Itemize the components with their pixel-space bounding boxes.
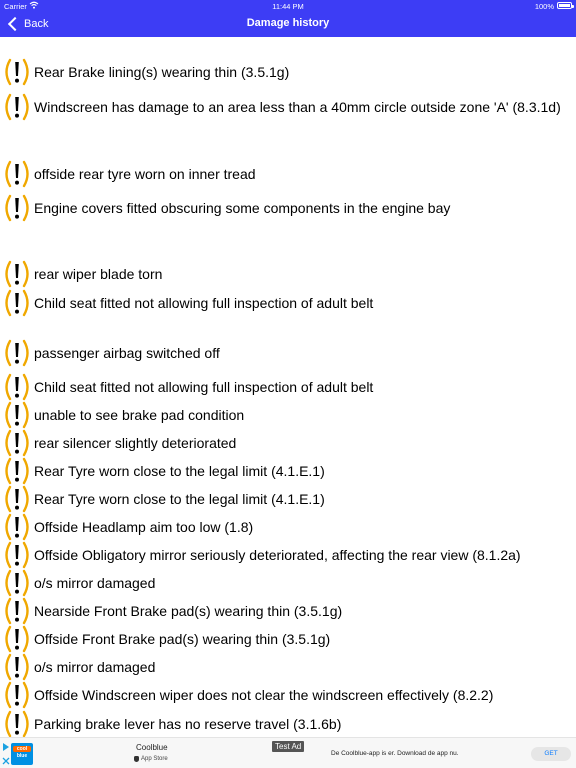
list-item[interactable] [0, 457, 576, 485]
warning-exclamation-icon [2, 160, 32, 188]
battery-percent: 100% [534, 2, 554, 11]
damage-history-list [0, 37, 576, 737]
list-item[interactable] [0, 401, 576, 429]
item-text: Child seat fitted not allowing full inspection of adult belt [34, 295, 374, 311]
list-item[interactable] [0, 541, 576, 569]
list-item[interactable] [0, 194, 576, 222]
warning-exclamation-icon [2, 401, 32, 429]
item-text: Offside Headlamp aim too low (1.8) [34, 519, 254, 535]
list-item[interactable] [0, 160, 576, 188]
warning-exclamation-icon [2, 681, 32, 709]
list-item[interactable] [0, 597, 576, 625]
list-item[interactable] [0, 710, 576, 738]
app-store-label: App Store [134, 756, 168, 762]
warning-exclamation-icon [2, 339, 32, 367]
warning-exclamation-icon [2, 429, 32, 457]
item-text: Rear Tyre worn close to the legal limit (4.1.E.1) [34, 491, 325, 507]
item-text: Rear Tyre worn close to the legal limit (4.1.E.1) [34, 463, 325, 479]
warning-exclamation-icon [2, 513, 32, 541]
back-label: Back [24, 18, 49, 30]
item-text: unable to see brake pad condition [34, 407, 245, 423]
adchoices-icon[interactable] [2, 741, 10, 766]
item-text: offside rear tyre worn on inner tread [34, 166, 256, 182]
item-text: Nearside Front Brake pad(s) wearing thin (3.5.1g) [34, 603, 343, 619]
list-item[interactable] [0, 93, 576, 121]
item-text: Rear Brake lining(s) wearing thin (3.5.1g) [34, 64, 290, 80]
warning-exclamation-icon [2, 485, 32, 513]
clock: 11:44 PM [272, 2, 304, 11]
ad-app-name: Coolblue [136, 743, 168, 752]
list-item[interactable] [0, 373, 576, 401]
list-item[interactable] [0, 513, 576, 541]
item-text: Offside Obligatory mirror seriously deteriorated, affecting the rear view (8.1.2a) [34, 547, 521, 563]
battery-icon [557, 2, 572, 9]
list-item[interactable] [0, 625, 576, 653]
page-title: Damage history [246, 17, 330, 29]
coolblue-logo[interactable]: cool blue [11, 743, 33, 765]
ad-body-text: De Coolblue-app is er. Download de app nu. [331, 750, 459, 757]
list-item[interactable] [0, 681, 576, 709]
navigation-header [0, 0, 576, 37]
list-item[interactable] [0, 260, 576, 288]
apple-icon [134, 756, 139, 762]
item-text: Offside Front Brake pad(s) wearing thin (3.5.1g) [34, 631, 331, 647]
warning-exclamation-icon [2, 93, 32, 121]
warning-exclamation-icon [2, 569, 32, 597]
ad-get-button[interactable]: GET [531, 747, 571, 761]
item-text: Engine covers fitted obscuring some components in the engine bay [34, 200, 451, 216]
warning-exclamation-icon [2, 194, 32, 222]
list-item[interactable] [0, 485, 576, 513]
item-text: Child seat fitted not allowing full inspection of adult belt [34, 379, 374, 395]
nav-bar [0, 12, 576, 37]
list-item[interactable] [0, 653, 576, 681]
item-text: Windscreen has damage to an area less than a 40mm circle outside zone 'A' (8.3.1d) [34, 99, 561, 115]
warning-exclamation-icon [2, 625, 32, 653]
item-text: o/s mirror damaged [34, 659, 156, 675]
item-text: o/s mirror damaged [34, 575, 156, 591]
warning-exclamation-icon [2, 457, 32, 485]
list-item[interactable] [0, 429, 576, 457]
item-text: rear wiper blade torn [34, 266, 163, 282]
warning-exclamation-icon [2, 58, 32, 86]
list-item[interactable] [0, 569, 576, 597]
item-text: rear silencer slightly deteriorated [34, 435, 237, 451]
warning-exclamation-icon [2, 373, 32, 401]
warning-exclamation-icon [2, 653, 32, 681]
warning-exclamation-icon [2, 597, 32, 625]
warning-exclamation-icon [2, 289, 32, 317]
item-text: Parking brake lever has no reserve travel (3.1.6b) [34, 716, 342, 732]
warning-exclamation-icon [2, 710, 32, 738]
ad-banner[interactable] [0, 737, 576, 768]
carrier-label: Carrier [4, 2, 27, 11]
item-text: passenger airbag switched off [34, 345, 220, 361]
status-bar [0, 0, 576, 12]
warning-exclamation-icon [2, 541, 32, 569]
warning-exclamation-icon [2, 260, 32, 288]
item-text: Offside Windscreen wiper does not clear the windscreen effectively (8.2.2) [34, 687, 494, 703]
list-item[interactable] [0, 289, 576, 317]
list-item[interactable] [0, 339, 576, 367]
list-item[interactable] [0, 58, 576, 86]
test-ad-badge: Test Ad [272, 741, 304, 752]
